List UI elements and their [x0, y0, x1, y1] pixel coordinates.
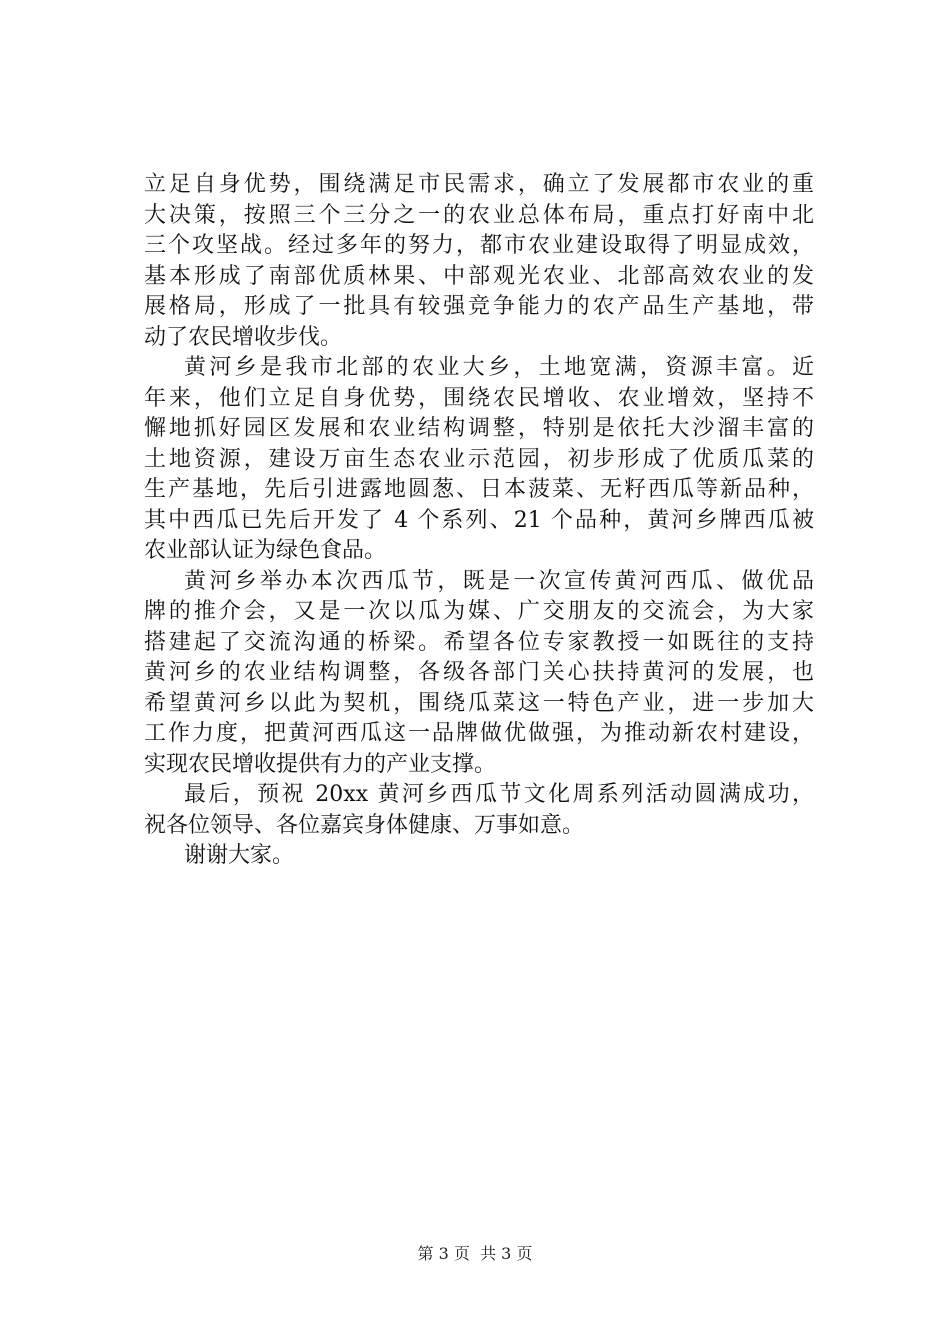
paragraph-4-line-2: 祝各位领导、各位嘉宾身体健康、万事如意。 [144, 812, 585, 838]
paragraph-4-line-1: 最后，预祝 20xx 黄河乡西瓜节文化周系列活动圆满成功， [184, 782, 814, 807]
page-number-label: 第 3 页 共 3 页 [417, 1244, 533, 1263]
paragraph-2-line-2: 年来，他们立足自身优势，围绕农民增收、农业增效，坚持不 [144, 385, 814, 411]
paragraph-3-line-5: 希望黄河乡以此为契机，围绕瓜菜这一特色产业，进一步加大 [144, 690, 814, 716]
paragraph-3-line-3: 搭建起了交流沟通的桥梁。希望各位专家教授一如既往的支持 [144, 629, 814, 655]
paragraph-5-line-1: 谢谢大家。 [184, 843, 295, 868]
paragraph-3-line-2: 牌的推介会，又是一次以瓜为媒、广交朋友的交流会，为大家 [144, 599, 814, 624]
paragraph-1-line-4: 基本形成了南部优质林果、中部观光农业、北部高效农业的发 [144, 263, 814, 289]
paragraph-2-line-6: 其中西瓜已先后开发了 4 个系列、21 个品种，黄河乡牌西瓜被 [144, 507, 814, 533]
paragraph-2-line-1: 黄河乡是我市北部的农业大乡，土地宽满，资源丰富。近 [184, 355, 814, 380]
paragraph-1-line-5: 展格局，形成了一批具有较强竞争能力的农产品生产基地，带 [144, 294, 814, 319]
paragraph-3-line-7: 实现农民增收提供有力的产业支撑。 [144, 751, 497, 777]
paragraph-2-line-7: 农业部认证为绿色食品。 [144, 538, 387, 563]
paragraph-3-line-1: 黄河乡举办本次西瓜节，既是一次宣传黄河西瓜、做优品 [184, 568, 814, 594]
paragraph-3-line-4: 黄河乡的农业结构调整，各级各部门关心扶持黄河的发展，也 [144, 660, 814, 685]
paragraph-2-line-3: 懈地抓好园区发展和农业结构调整，特别是依托大沙溜丰富的 [144, 416, 814, 441]
paragraph-2-line-5: 生产基地，先后引进露地圆葱、日本菠菜、无籽西瓜等新品种， [144, 477, 814, 502]
document-body [144, 170, 814, 872]
paragraph-2-line-4: 土地资源，建设万亩生态农业示范园，初步形成了优质瓜菜的 [144, 446, 814, 472]
paragraph-1-line-2: 大决策，按照三个三分之一的农业总体布局，重点打好南中北 [144, 202, 814, 228]
paragraph-3-line-6: 工作力度，把黄河西瓜这一品牌做优做强，为推动新农村建设， [144, 721, 814, 746]
paragraph-1-line-1: 立足自身优势，围绕满足市民需求，确立了发展都市农业的重 [144, 172, 814, 197]
paragraph-1-line-6: 动了农民增收步伐。 [144, 324, 343, 350]
paragraph-1-line-3: 三个攻坚战。经过多年的努力，都市农业建设取得了明显成效， [144, 233, 814, 258]
page-footer [0, 1244, 950, 1264]
